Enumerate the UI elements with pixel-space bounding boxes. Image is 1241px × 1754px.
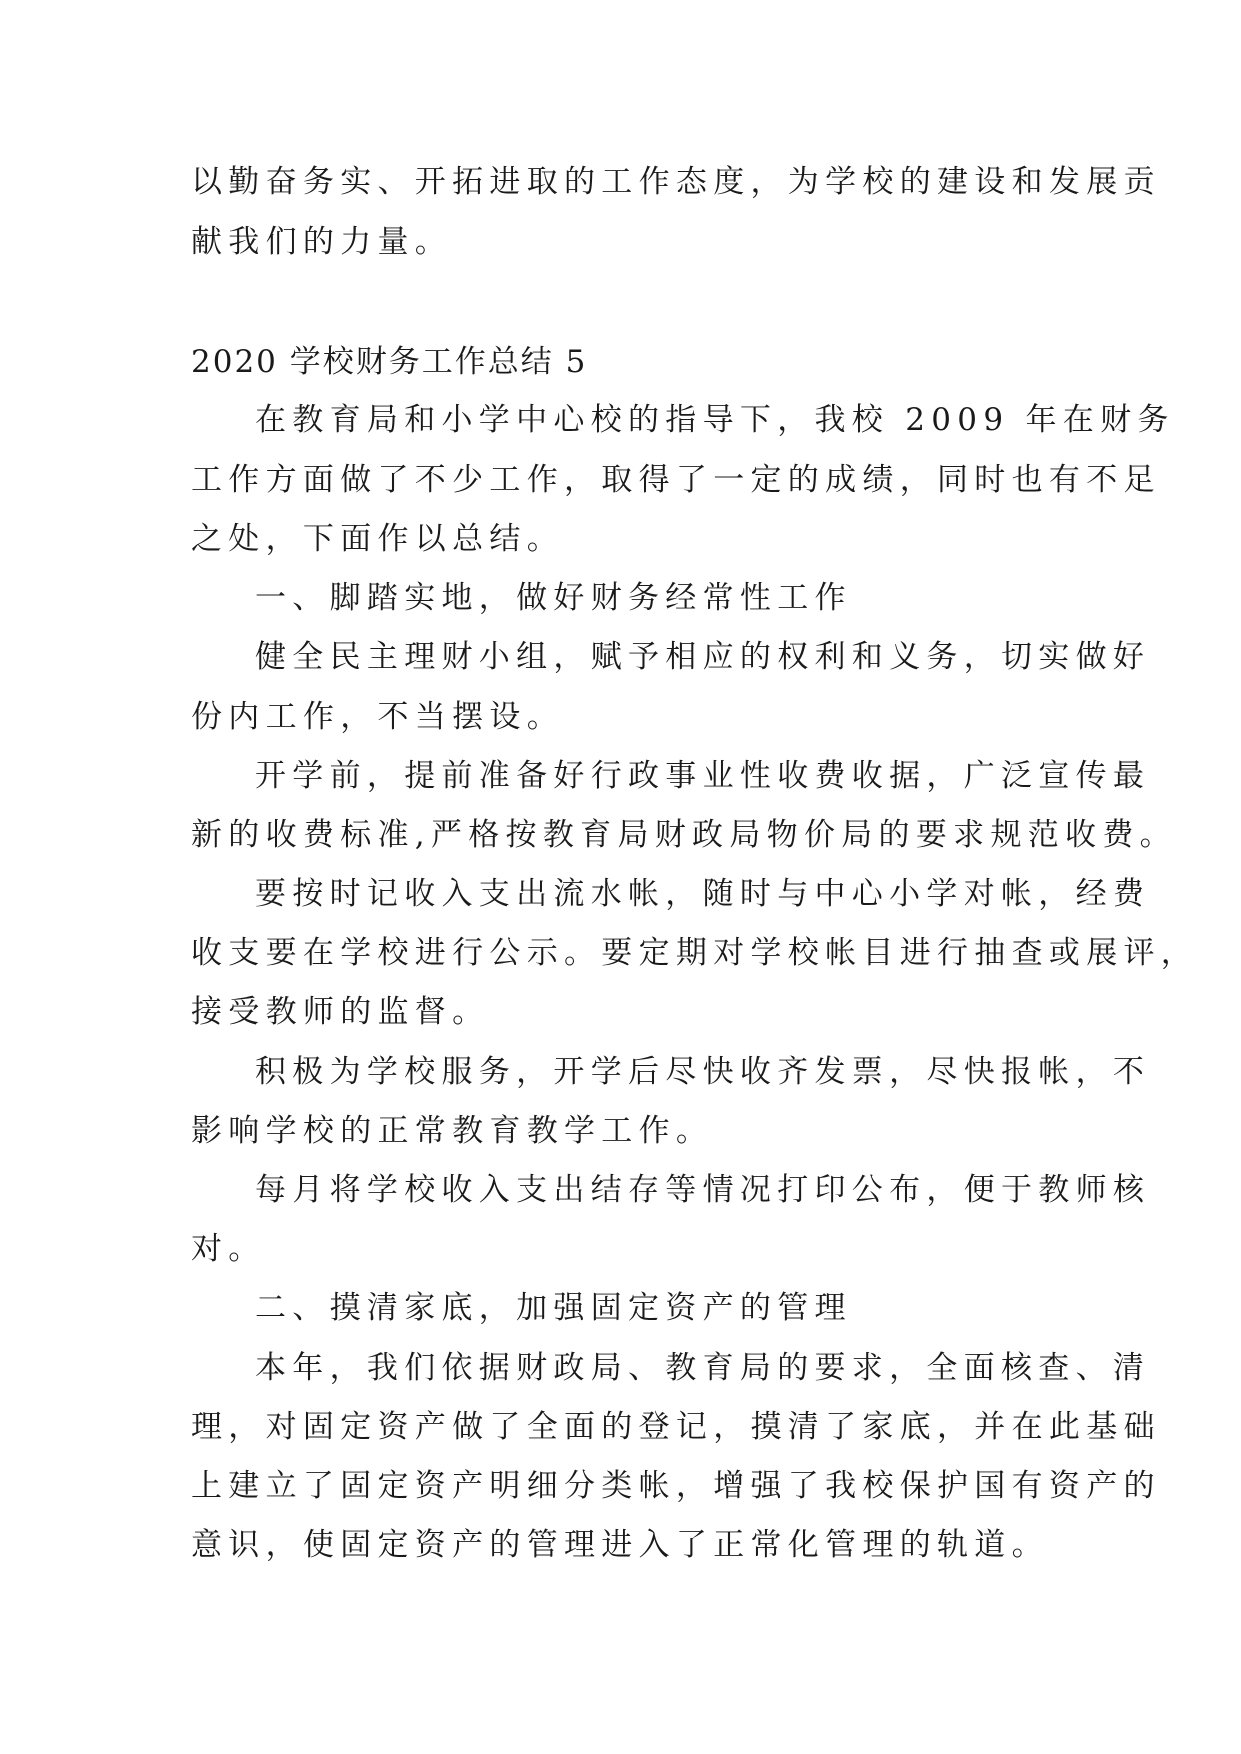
paragraph-line: 献我们的力量。 [191,224,453,260]
paragraph-line: 影响学校的正常教育教学工作。 [191,1113,714,1149]
paragraph-line: 新的收费标准,严格按教育局财政局物价局的要求规范收费。 [191,817,1177,853]
paragraph-line: 上建立了固定资产明细分类帐，增强了我校保护国有资产的 [191,1468,1161,1504]
paragraph-line: 理，对固定资产做了全面的登记，摸清了家底，并在此基础 [191,1409,1161,1445]
section-title: 2020 学校财务工作总结 5 [191,344,588,380]
paragraph-line: 在教育局和小学中心校的指导下，我校 2009 年在财务 [255,402,1175,438]
paragraph-line: 份内工作，不当摆设。 [191,699,564,735]
paragraph-line: 积极为学校服务，开学后尽快收齐发票，尽快报帐，不 [255,1054,1151,1090]
paragraph-line: 意识，使固定资产的管理进入了正常化管理的轨道。 [191,1527,1049,1563]
paragraph-line: 每月将学校收入支出结存等情况打印公布，便于教师核 [255,1172,1151,1208]
paragraph-line: 接受教师的监督。 [191,994,490,1030]
subheading: 二、摸清家底，加强固定资产的管理 [255,1290,852,1326]
paragraph-line: 工作方面做了不少工作，取得了一定的成绩，同时也有不足 [191,462,1161,498]
paragraph-line: 对。 [191,1231,266,1267]
paragraph-line: 要按时记收入支出流水帐，随时与中心小学对帐，经费 [255,876,1151,912]
subheading: 一、脚踏实地，做好财务经常性工作 [255,580,852,616]
paragraph-line: 健全民主理财小组，赋予相应的权利和义务，切实做好 [255,639,1151,675]
paragraph-line: 之处，下面作以总结。 [191,521,564,557]
paragraph-line: 本年，我们依据财政局、教育局的要求，全面核查、清 [255,1350,1151,1386]
paragraph-line: 以勤奋务实、开拓进取的工作态度，为学校的建设和发展贡 [191,164,1161,200]
paragraph-line: 开学前，提前准备好行政事业性收费收据，广泛宣传最 [255,758,1151,794]
paragraph-line: 收支要在学校进行公示。要定期对学校帐目进行抽查或展评， [191,935,1199,971]
